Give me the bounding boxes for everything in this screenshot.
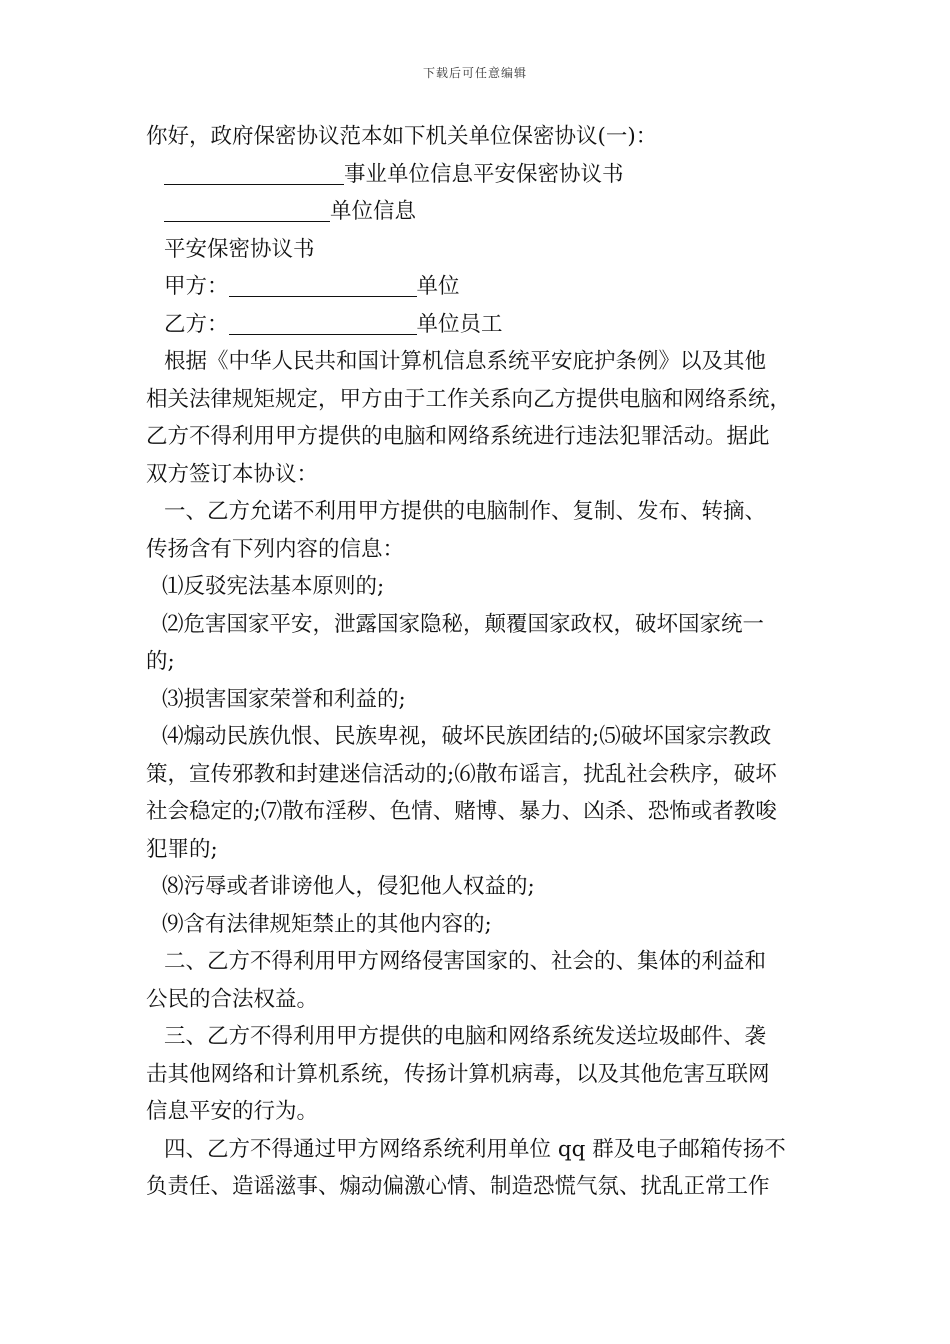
clause-4-line: 四、乙方不得通过甲方网络系统利用单位 qq 群及电子邮箱传扬不 (164, 1136, 786, 1162)
title-line-2-text: 单位信息 (330, 199, 417, 224)
party-a-suffix: 单位 (416, 274, 460, 299)
list-item-1: ⑴反驳宪法基本原则的; (162, 574, 385, 599)
title-line-2 (146, 193, 810, 231)
preamble-line: 乙方不得利用甲方提供的电脑和网络系统进行违法犯罪活动。据此 (146, 424, 770, 449)
clause-3-line: 击其他网络和计算机系统，传扬计算机病毒，以及其他危害互联网 (146, 1061, 770, 1087)
title-line-1-text: 事业单位信息平安保密协议书 (344, 161, 624, 187)
page-header-note: 下载后可任意编辑 (422, 66, 527, 80)
blank-field (229, 274, 417, 297)
list-item-4-cont: 策，宣传邪教和封建迷信活动的;⑹散布谣言，扰乱社会秩序，破坏 (146, 761, 777, 787)
clause-3-line: 信息平安的行为。 (146, 1099, 319, 1124)
clause-1-line: 传扬含有下列内容的信息： (146, 536, 405, 562)
preamble-line: 根据《中华人民共和国计算机信息系统平安庇护条例》以及其他 (164, 349, 767, 374)
clause-2-line: 公民的合法权益。 (146, 986, 319, 1012)
list-item-2: ⑵危害国家平安，泄露国家隐秘，颠覆国家政权，破坏国家统一 (162, 611, 765, 637)
party-b-suffix: 单位员工 (416, 311, 503, 337)
preamble-line: 相关法律规矩规定，甲方由于工作关系向乙方提供电脑和网络系统， (146, 386, 792, 412)
intro-line: 你好，政府保密协议范本如下机关单位保密协议(一)： (146, 124, 658, 149)
preamble-line: 双方签订本协议： (146, 461, 319, 487)
party-b-label: 乙方： (164, 311, 229, 337)
clause-1-line: 一、乙方允诺不利用甲方提供的电脑制作、复制、发布、转摘、 (164, 499, 767, 524)
document-body (146, 118, 810, 1206)
title-line-3: 平安保密协议书 (164, 236, 315, 262)
clause-2-line: 二、乙方不得利用甲方网络侵害国家的、社会的、集体的利益和 (164, 949, 767, 974)
list-item-2-cont: 的; (146, 649, 175, 674)
title-line-1 (146, 156, 810, 194)
list-item-9: ⑼含有法律规矩禁止的其他内容的; (162, 911, 492, 937)
party-a-line (146, 268, 810, 306)
blank-field (229, 312, 417, 335)
blank-field (164, 162, 344, 185)
list-item-4-cont: 犯罪的; (146, 836, 218, 862)
list-item-8: ⑻污辱或者诽谤他人，侵犯他人权益的; (162, 874, 535, 899)
party-a-label: 甲方： (164, 274, 229, 299)
list-item-3: ⑶损害国家荣誉和利益的; (162, 686, 406, 712)
list-item-4-cont: 社会稳定的;⑺散布淫秽、色情、赌博、暴力、凶杀、恐怖或者教唆 (146, 799, 777, 824)
clause-3-line: 三、乙方不得利用甲方提供的电脑和网络系统发送垃圾邮件、袭 (164, 1024, 767, 1049)
clause-4-line: 负责任、造谣滋事、煽动偏激心情、制造恐慌气氛、扰乱正常工作 (146, 1174, 770, 1199)
list-item-4: ⑷煽动民族仇恨、民族卑视，破坏民族团结的;⑸破坏国家宗教政 (162, 724, 772, 749)
blank-field (164, 199, 330, 222)
party-b-line (146, 306, 810, 344)
